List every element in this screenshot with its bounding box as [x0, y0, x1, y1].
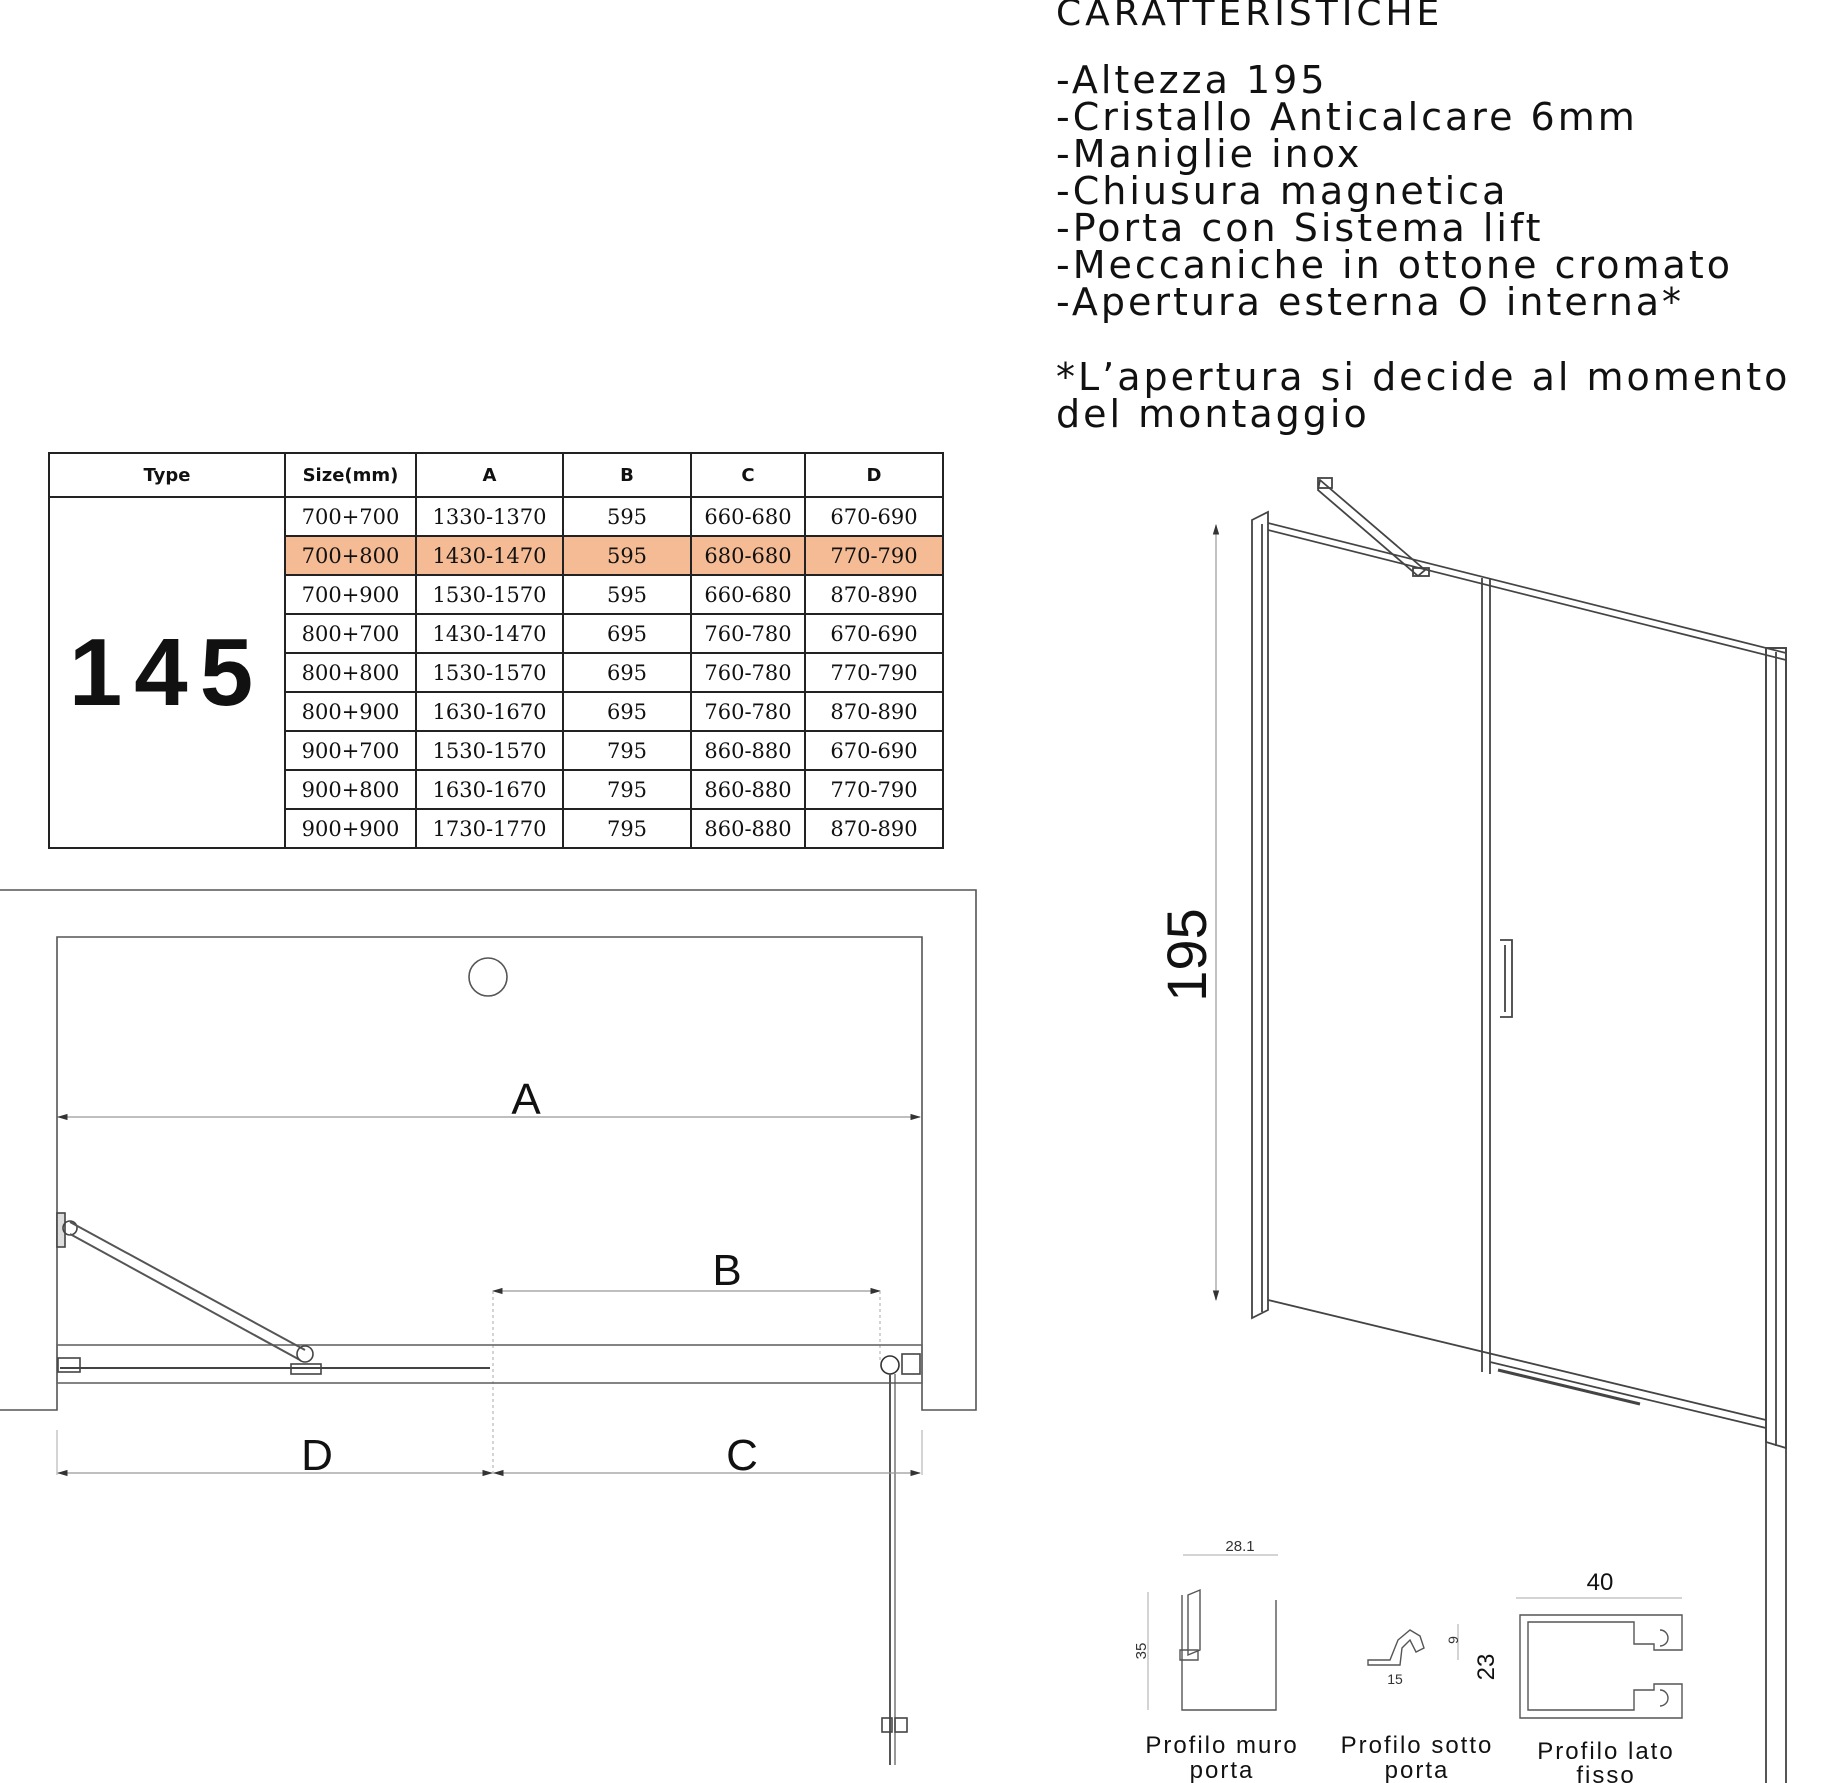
cell-c: 860-880 [691, 731, 805, 770]
cell-d: 670-690 [805, 614, 943, 653]
cell-c: 660-680 [691, 497, 805, 536]
plan-glass-panel [57, 1345, 922, 1383]
cell-a: 1530-1570 [416, 575, 563, 614]
profile-2-name-line2: porta [1384, 1757, 1450, 1783]
cell-a: 1330-1370 [416, 497, 563, 536]
cell-size: 800+700 [285, 614, 416, 653]
profile-2-name-line1: Profilo sotto [1340, 1732, 1494, 1759]
cell-size: 700+800 [285, 536, 416, 575]
cell-size: 900+800 [285, 770, 416, 809]
cell-d: 770-790 [805, 770, 943, 809]
cell-d: 770-790 [805, 536, 943, 575]
plan-wall-outline [0, 890, 976, 1410]
cell-d: 870-890 [805, 692, 943, 731]
feature-item: -Apertura esterna O interna* [1056, 280, 1685, 324]
cell-a: 1530-1570 [416, 731, 563, 770]
cell-b: 695 [563, 692, 691, 731]
cell-a: 1430-1470 [416, 536, 563, 575]
profile-2-height: 9 [1445, 1636, 1461, 1644]
feature-item: -Altezza 195 [1056, 58, 1328, 102]
hinge-icon [881, 1356, 899, 1374]
type-value: 145 [49, 497, 285, 848]
profile-3-height: 23 [1473, 1653, 1500, 1681]
label-c: C [726, 1431, 758, 1480]
profile-3-name-line2: fisso [1576, 1762, 1636, 1783]
cell-size: 800+900 [285, 692, 416, 731]
header-size: Size(mm) [285, 453, 416, 497]
header-b: B [563, 453, 691, 497]
cell-d: 870-890 [805, 575, 943, 614]
cell-size: 900+900 [285, 809, 416, 848]
cell-c: 760-780 [691, 692, 805, 731]
cell-b: 695 [563, 653, 691, 692]
cell-size: 700+900 [285, 575, 416, 614]
cell-a: 1730-1770 [416, 809, 563, 848]
profile-1-name-line2: porta [1189, 1757, 1255, 1783]
feature-item: -Maniglie inox [1056, 132, 1363, 176]
cell-c: 860-880 [691, 809, 805, 848]
cell-size: 700+700 [285, 497, 416, 536]
feature-item: -Meccaniche in ottone cromato [1056, 243, 1733, 287]
cell-b: 595 [563, 497, 691, 536]
header-d: D [805, 453, 943, 497]
cell-d: 670-690 [805, 497, 943, 536]
cell-d: 670-690 [805, 731, 943, 770]
header-a: A [416, 453, 563, 497]
cell-size: 800+800 [285, 653, 416, 692]
features-title: CARATTERISTICHE [1056, 0, 1444, 34]
cell-c: 760-780 [691, 614, 805, 653]
cell-d: 770-790 [805, 653, 943, 692]
header-c: C [691, 453, 805, 497]
label-a: A [511, 1075, 541, 1124]
profile-1-name-line1: Profilo muro [1145, 1732, 1299, 1759]
cell-c: 660-680 [691, 575, 805, 614]
feature-item: -Cristallo Anticalcare 6mm [1056, 95, 1638, 139]
profile-3-name-line1: Profilo lato [1537, 1738, 1675, 1765]
profile-3-width: 40 [1586, 1569, 1614, 1596]
cell-a: 1630-1670 [416, 770, 563, 809]
profile-1-width: 28.1 [1225, 1538, 1255, 1555]
support-brace [70, 1222, 305, 1350]
cell-b: 595 [563, 536, 691, 575]
elevation-view [1216, 478, 1786, 1783]
feature-item: -Porta con Sistema lift [1056, 206, 1544, 250]
cell-b: 795 [563, 731, 691, 770]
height-label: 195 [1155, 908, 1218, 1002]
cell-a: 1630-1670 [416, 692, 563, 731]
profile-muro-porta [1148, 1555, 1278, 1710]
cell-size: 900+700 [285, 731, 416, 770]
cell-d: 870-890 [805, 809, 943, 848]
cell-b: 795 [563, 770, 691, 809]
plan-view [0, 890, 976, 1765]
cell-a: 1530-1570 [416, 653, 563, 692]
profile-lato-fisso [1516, 1598, 1682, 1718]
features-note: *L’apertura si decide al momento del montaggio [1056, 355, 1791, 436]
header-type: Type [49, 453, 285, 497]
profile-1-height: 35 [1133, 1642, 1150, 1660]
cell-b: 695 [563, 614, 691, 653]
label-d: D [301, 1431, 333, 1480]
cell-c: 860-880 [691, 770, 805, 809]
feature-item: -Chiusura magnetica [1056, 169, 1509, 213]
label-b: B [712, 1246, 742, 1295]
profile-2-width: 15 [1387, 1671, 1403, 1687]
cell-b: 795 [563, 809, 691, 848]
cell-c: 680-680 [691, 536, 805, 575]
cell-b: 595 [563, 575, 691, 614]
cell-a: 1430-1470 [416, 614, 563, 653]
drain-icon [469, 958, 507, 996]
cell-c: 760-780 [691, 653, 805, 692]
